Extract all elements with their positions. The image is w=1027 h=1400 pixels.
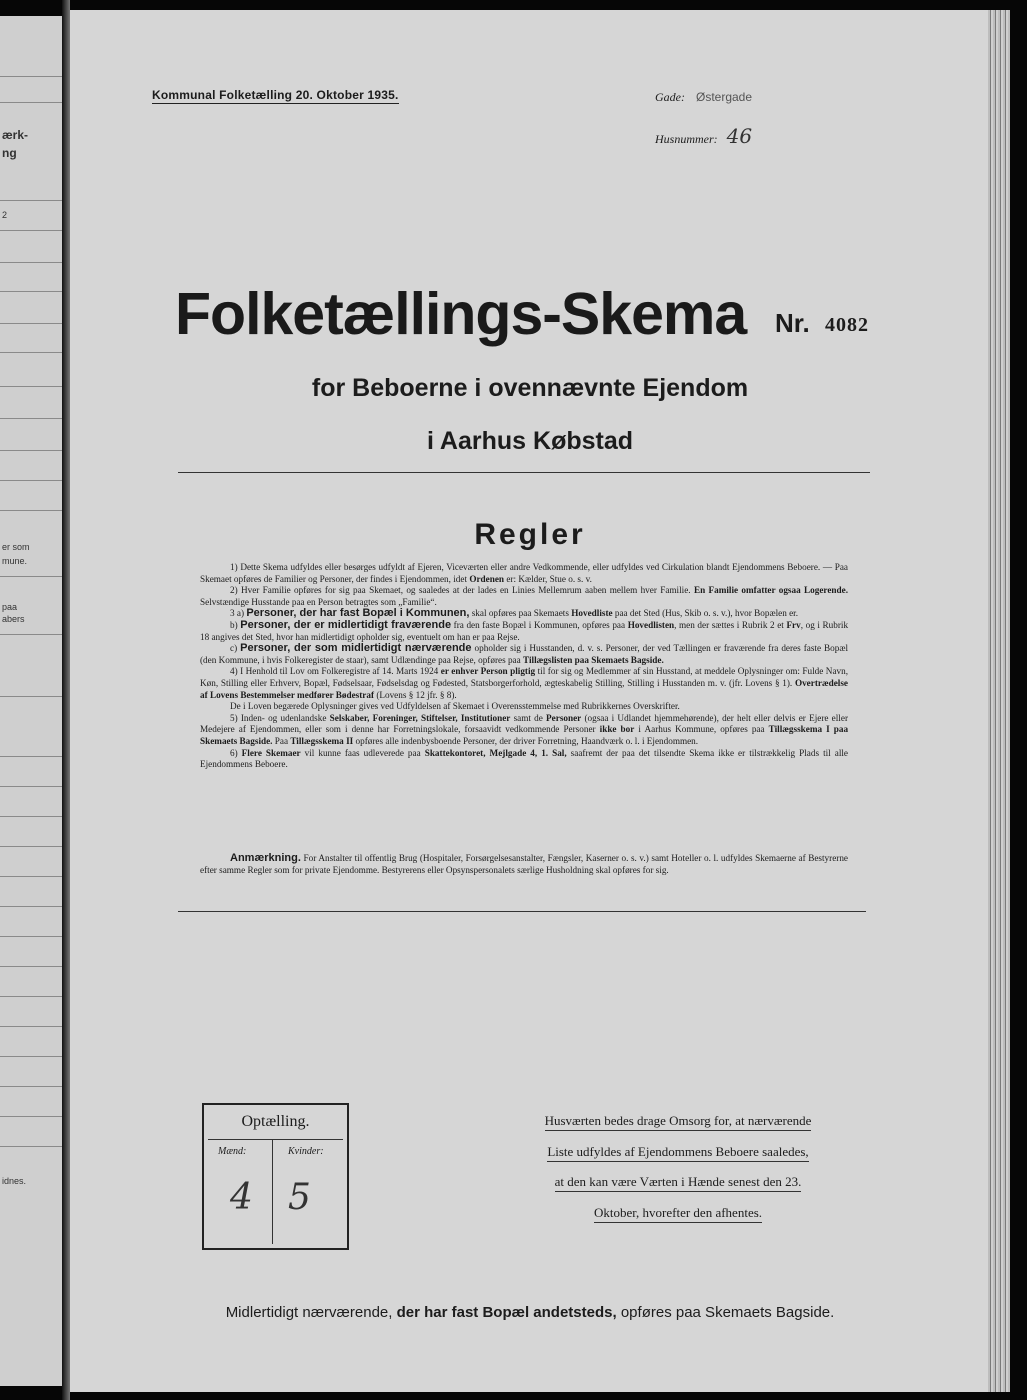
remark-text: [200, 853, 848, 876]
footer-bold: der har fast Bopæl andetsteds,: [396, 1304, 617, 1321]
rule-6: 6) Flere Skemaer vil kunne faas udleverede paa Skattekontoret, Mejlgade 4, 1. Sal, saafremt der paa det tilsendte Skema ikke er tilstrækkelig Plads til alle Ejendommens Beboere.: [200, 747, 849, 770]
left-fragment-6: paa: [2, 602, 18, 612]
women-label: Kvinder:: [288, 1146, 324, 1157]
footer-pre: Midlertidigt nærværende,: [225, 1304, 393, 1321]
rules-heading: Regler: [474, 518, 586, 551]
left-fragment-5: mune.: [2, 556, 28, 566]
page-edges: [988, 10, 1010, 1392]
rule-1: 1) Dette Skema udfyldes eller besørges udfyldt af Ejeren, Viceværten eller andre Vedkommende, eller udfyldes ved Cirkulation blandt Ejendommens Beboere. — Paa Skemaet opføres de Familier og Personer, der findes i Ejendommen, idet Ordenen er: Kælder, Stue o. s. v.: [200, 562, 848, 584]
left-fragment-2: ng: [2, 146, 17, 160]
street-field: [655, 90, 752, 105]
landlord-notice: [508, 1108, 848, 1230]
left-fragment-8: idnes.: [2, 1176, 27, 1186]
form-subtitle-1: for Beboerne i ovennævnte Ejendom: [311, 374, 749, 402]
count-box-divider: [272, 1140, 273, 1244]
rule-4-cont: De i Loven begærede Oplysninger gives ved Udfyldelsen af Skemaet i Overensstemmelse med Rubrikkernes Overskrifter.: [230, 701, 680, 712]
house-number-field: [655, 124, 752, 148]
men-count: 4: [230, 1177, 253, 1218]
notice-line-1: Husværten bedes drage Omsorg for, at nærværende: [545, 1112, 812, 1131]
street-label: Gade:: [655, 90, 685, 104]
notice-line-4: Oktober, hvorefter den afhentes.: [594, 1204, 762, 1223]
footer-note: [160, 1304, 900, 1321]
remark-label: Anmærkning.: [230, 852, 301, 864]
count-box-title: Optælling.: [241, 1113, 310, 1130]
rule-5: 5) Inden- og udenlandske Selskaber, Foreninger, Stiftelser, Institutioner samt de Personer (ogsaa i Udlandet hjemmehørende), der helt eller delvis er Ejere eller Medejere af Ejendommen, eller som i denne har Forretningslokale, forsaavidt vedkommende Personer ikke bor i Aarhus Kommune, opføres paa Tillægsskema I paa Skemaets Bagside. Paa Tillægsskema II opføres alle indenbysboende Personer, der driver Forretning, Haandværk o. l. i Ejendommen.: [200, 712, 849, 746]
women-count: 5: [288, 1177, 311, 1218]
rule-2: 2) Hver Familie opføres for sig paa Skemaet, og saaledes at der lades en Linies Mellemrum aaben mellem hver Familie. En Familie omfatter ogsaa Logerende. Selvstændige Husstande paa en Person betragtes som „Familie“.: [200, 585, 848, 607]
left-fragment-3: 2: [2, 210, 8, 220]
census-form-page: [70, 10, 988, 1392]
form-number-label: Nr.: [775, 308, 810, 338]
men-label: Mænd:: [218, 1146, 247, 1157]
divider-bottom: [178, 911, 866, 912]
divider-top: [178, 472, 870, 473]
form-number-value: 4082: [825, 314, 869, 336]
remark-body: For Anstalter til offentlig Brug (Hospitaler, Forsørgelsesanstalter, Fængsler, Kaserner o. s. v.) samt Hoteller o. l. udfyldes Skemaerne af Bestyrerne efter samme Regler som for private Ejendomme. Bestyrerens eller Opsynspersonalets særlige Husholdning skal opføres for sig.: [200, 853, 849, 875]
left-page-fragment: [0, 16, 62, 1386]
left-fragment-7: abers: [2, 614, 25, 624]
notice-line-2: Liste udfyldes af Ejendommens Beboere saaledes,: [547, 1143, 808, 1162]
book-gutter: [62, 0, 70, 1400]
rule-3a: 3 a) Personer, der har fast Bopæl i Kommunen, skal opføres paa Skemaets Hovedliste paa det Sted (Hus, Skib o. s. v.), hvor Bopælen er.: [230, 607, 799, 620]
rule-4: 4) I Henhold til Lov om Folkeregistre af 14. Marts 1924 er enhver Person pligtig til for sig og Medlemmer af sin Husstand, at meddele Oplysninger om: Fulde Navn, Køn, Stilling eller Erhverv, Bopæl, Fødselsaar, Fødselsdag og Fødested, Statsborgerforhold, ægteskabelig Stilling, Stilling i Husstanden m. v. (jfr. Lovens § 1). Overtrædelse af Lovens Bestemmelser medfører Bødestraf (Lovens § 12 jfr. § 8).: [200, 666, 849, 700]
count-box-rule: [208, 1139, 343, 1140]
census-header-title: Kommunal Folketælling 20. Oktober 1935.: [152, 88, 399, 102]
left-fragment-4: er som: [2, 542, 30, 552]
footer-post: opføres paa Skemaets Bagside.: [620, 1304, 835, 1321]
form-subtitle-2: i Aarhus Købstad: [426, 427, 634, 455]
notice-line-3: at den kan være Værten i Hænde senest den 23.: [555, 1173, 802, 1192]
rule-3b: b) Personer, der er midlertidigt fraværende fra den faste Bopæl i Kommunen, opføres paa Hovedlisten, men der sættes i Rubrik 2 et Frv, og i Rubrik 18 angives det Sted, hvor han midlertidigt opholder sig, eventuelt om han er paa Rejse.: [200, 618, 849, 642]
count-box: [202, 1103, 349, 1250]
house-number-value: 46: [726, 124, 753, 148]
form-title: Folketællings-Skema: [175, 281, 747, 347]
left-fragment-1: ærk-: [2, 128, 29, 142]
house-number-label: Husnummer:: [655, 132, 718, 146]
street-value: Østergade: [696, 90, 753, 104]
rules-text: [200, 562, 848, 771]
rule-3c: c) Personer, der som midlertidigt nærværende opholder sig i Husstanden, d. v. s. Personer, der ved Tællingen er fraværende fra deres faste Bopæl (den Kommune, i hvis Folkeregister de staar), samt Udlændinge paa Rejse, opføres paa Tillægslisten paa Skemaets Bagside.: [200, 642, 849, 665]
